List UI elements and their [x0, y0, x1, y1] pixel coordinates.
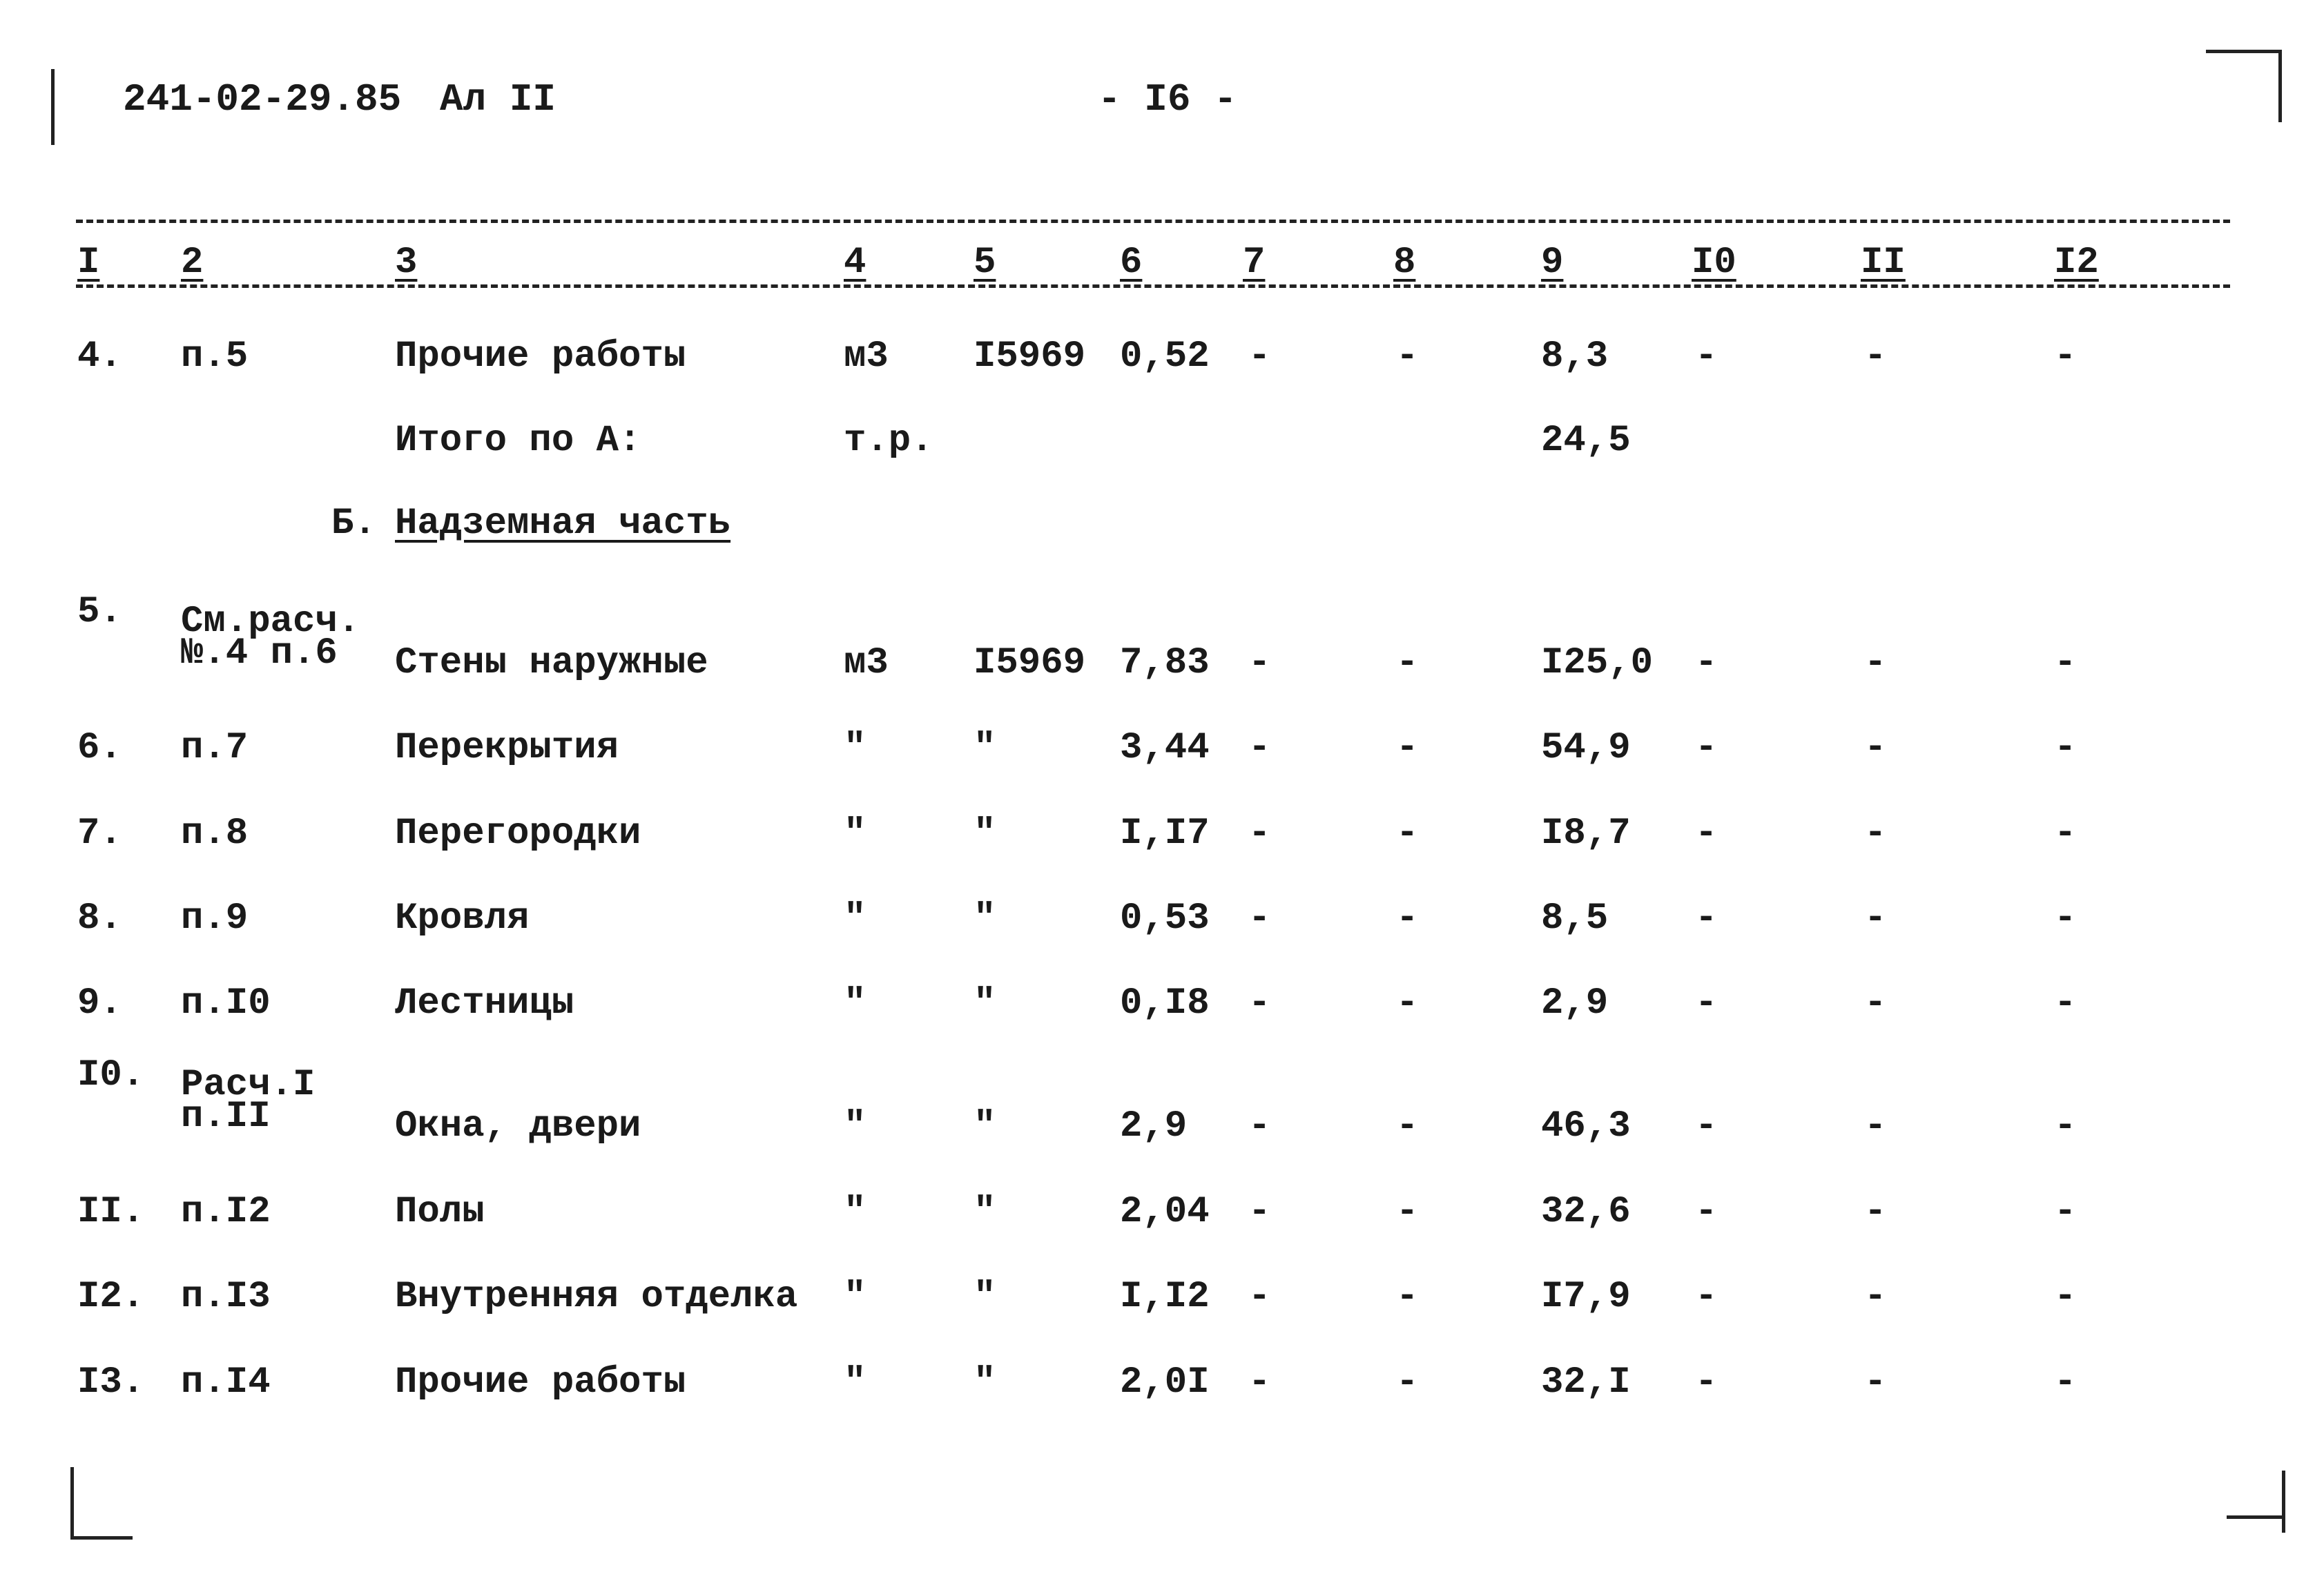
row-unit: м3	[844, 336, 889, 378]
row-number: II.	[77, 1191, 145, 1233]
row-col9-value: 54,9	[1541, 727, 1631, 769]
row-col9-value: 32,6	[1541, 1191, 1631, 1233]
row-number: I3.	[77, 1361, 145, 1404]
row-col7: -	[1248, 898, 1271, 940]
row-col11: -	[1864, 1191, 1887, 1233]
row-name: Внутренняя отделка	[395, 1276, 798, 1318]
row-col9-value: 24,5	[1541, 420, 1631, 462]
row-name: Окна, двери	[395, 1105, 641, 1147]
row-col12: -	[2054, 727, 2077, 769]
row-unit: "	[844, 813, 866, 855]
row-col9-value: 32,I	[1541, 1361, 1631, 1404]
row-col10: -	[1695, 1361, 1718, 1404]
section-letter: Б.	[331, 503, 376, 545]
column-header-9: 9	[1541, 242, 1564, 284]
row-unit: "	[844, 898, 866, 940]
row-quantity: 0,52	[1120, 336, 1210, 378]
row-col12: -	[2054, 813, 2077, 855]
row-col11: -	[1864, 1105, 1887, 1147]
row-number: I2.	[77, 1276, 145, 1318]
row-col8: -	[1396, 898, 1419, 940]
row-col8: -	[1396, 336, 1419, 378]
row-reference: См.расч.	[181, 601, 360, 643]
row-quantity: 7,83	[1120, 642, 1210, 684]
column-header-6: 6	[1120, 242, 1143, 284]
row-number: 6.	[77, 727, 122, 769]
column-header-12: I2	[2054, 242, 2099, 284]
row-number: 5.	[77, 591, 122, 633]
row-col7: -	[1248, 1361, 1271, 1404]
row-col8: -	[1396, 727, 1419, 769]
row-name: Кровля	[395, 898, 530, 940]
row-quantity: 2,04	[1120, 1191, 1210, 1233]
row-col12: -	[2054, 1105, 2077, 1147]
column-header-3: 3	[395, 242, 418, 284]
row-col11: -	[1864, 336, 1887, 378]
row-col12: -	[2054, 642, 2077, 684]
row-quantity: 3,44	[1120, 727, 1210, 769]
row-col8: -	[1396, 1361, 1419, 1404]
row-col10: -	[1695, 642, 1718, 684]
row-quantity: 0,53	[1120, 898, 1210, 940]
row-col9-value: 2,9	[1541, 982, 1609, 1025]
column-header-10: I0	[1692, 242, 1736, 284]
row-unit: м3	[844, 642, 889, 684]
row-col8: -	[1396, 1105, 1419, 1147]
row-reference: п.I3	[181, 1276, 271, 1318]
row-col10: -	[1695, 898, 1718, 940]
row-quantity: 2,0I	[1120, 1361, 1210, 1404]
row-col12: -	[2054, 982, 2077, 1025]
header-bottom-rule	[76, 284, 2230, 288]
row-name: Полы	[395, 1191, 485, 1233]
row-col11: -	[1864, 1361, 1887, 1404]
row-col7: -	[1248, 982, 1271, 1025]
row-col9-value: 46,3	[1541, 1105, 1631, 1147]
row-number: 4.	[77, 336, 122, 378]
row-col12: -	[2054, 1361, 2077, 1404]
row-name: Итого по А:	[395, 420, 641, 462]
row-col10: -	[1695, 336, 1718, 378]
right-bottom-bracket-h	[2227, 1515, 2285, 1519]
row-col7: -	[1248, 1191, 1271, 1233]
row-reference: Расч.I	[181, 1064, 316, 1106]
column-header-2: 2	[181, 242, 204, 284]
column-header-8: 8	[1393, 242, 1416, 284]
row-number: 7.	[77, 813, 122, 855]
row-reference: п.8	[181, 813, 249, 855]
row-unit: т.р.	[844, 420, 933, 462]
row-col7: -	[1248, 727, 1271, 769]
row-reference: п.I2	[181, 1191, 271, 1233]
column-header-4: 4	[844, 242, 866, 284]
section-title: Надземная часть	[395, 503, 731, 545]
row-reference: п.7	[181, 727, 249, 769]
row-col8: -	[1396, 813, 1419, 855]
left-top-mark	[51, 69, 55, 145]
row-col11: -	[1864, 1276, 1887, 1318]
row-col7: -	[1248, 642, 1271, 684]
row-unit: "	[844, 1191, 866, 1233]
row-col10: -	[1695, 727, 1718, 769]
row-col8: -	[1396, 1191, 1419, 1233]
row-col11: -	[1864, 898, 1887, 940]
row-reference-line2: п.II	[181, 1096, 271, 1138]
column-header-7: 7	[1243, 242, 1266, 284]
row-unit: "	[844, 1276, 866, 1318]
row-col10: -	[1695, 1276, 1718, 1318]
row-unit: "	[844, 1105, 866, 1147]
row-number: I0.	[77, 1054, 145, 1096]
row-name: Лестницы	[395, 982, 574, 1025]
row-code: I5969	[974, 336, 1086, 378]
row-name: Перегородки	[395, 813, 641, 855]
row-col12: -	[2054, 898, 2077, 940]
row-col11: -	[1864, 727, 1887, 769]
row-quantity: 2,9	[1120, 1105, 1188, 1147]
page-number: - I6 -	[1098, 77, 1237, 122]
row-col9-value: I8,7	[1541, 813, 1631, 855]
row-name: Стены наружные	[395, 642, 708, 684]
column-header-11: II	[1861, 242, 1906, 284]
row-name: Прочие работы	[395, 336, 686, 378]
row-col7: -	[1248, 1105, 1271, 1147]
row-col9-value: I25,0	[1541, 642, 1654, 684]
row-quantity: I,I2	[1120, 1276, 1210, 1318]
row-name: Прочие работы	[395, 1361, 686, 1404]
row-col10: -	[1695, 1105, 1718, 1147]
row-col9-value: 8,3	[1541, 336, 1609, 378]
row-unit: "	[844, 1361, 866, 1404]
column-header-5: 5	[974, 242, 996, 284]
row-quantity: I,I7	[1120, 813, 1210, 855]
document-code: 241-02-29.85	[123, 77, 402, 122]
column-header-1: I	[77, 242, 100, 284]
right-top-bracket-h	[2206, 50, 2282, 53]
row-col10: -	[1695, 1191, 1718, 1233]
row-col7: -	[1248, 1276, 1271, 1318]
row-col9-value: 8,5	[1541, 898, 1609, 940]
row-name: Перекрытия	[395, 727, 619, 769]
row-col7: -	[1248, 813, 1271, 855]
row-reference: п.I0	[181, 982, 271, 1025]
row-reference: п.9	[181, 898, 249, 940]
row-col12: -	[2054, 1191, 2077, 1233]
row-quantity: 0,I8	[1120, 982, 1210, 1025]
row-unit: "	[844, 727, 866, 769]
right-bottom-bracket-v	[2282, 1471, 2285, 1533]
row-col8: -	[1396, 1276, 1419, 1318]
row-col7: -	[1248, 336, 1271, 378]
row-col10: -	[1695, 982, 1718, 1025]
row-code: "	[974, 982, 996, 1025]
row-col11: -	[1864, 813, 1887, 855]
row-code: "	[974, 813, 996, 855]
row-reference-line2: №.4 п.6	[181, 632, 338, 675]
row-code: I5969	[974, 642, 1086, 684]
row-code: "	[974, 1276, 996, 1318]
row-code: "	[974, 1191, 996, 1233]
row-col10: -	[1695, 813, 1718, 855]
table-top-rule	[76, 220, 2230, 223]
row-col9-value: I7,9	[1541, 1276, 1631, 1318]
row-col12: -	[2054, 336, 2077, 378]
left-bottom-bracket-v	[70, 1467, 74, 1540]
row-col8: -	[1396, 982, 1419, 1025]
row-reference: п.5	[181, 336, 249, 378]
right-top-bracket-v	[2278, 50, 2282, 122]
row-number: 8.	[77, 898, 122, 940]
row-number: 9.	[77, 982, 122, 1025]
row-col11: -	[1864, 642, 1887, 684]
row-col8: -	[1396, 642, 1419, 684]
row-reference: п.I4	[181, 1361, 271, 1404]
row-col11: -	[1864, 982, 1887, 1025]
row-col12: -	[2054, 1276, 2077, 1318]
row-code: "	[974, 1105, 996, 1147]
row-code: "	[974, 727, 996, 769]
document-sheet: Ал II	[440, 77, 556, 122]
left-bottom-bracket-h	[70, 1536, 133, 1540]
row-code: "	[974, 1361, 996, 1404]
row-code: "	[974, 898, 996, 940]
row-unit: "	[844, 982, 866, 1025]
